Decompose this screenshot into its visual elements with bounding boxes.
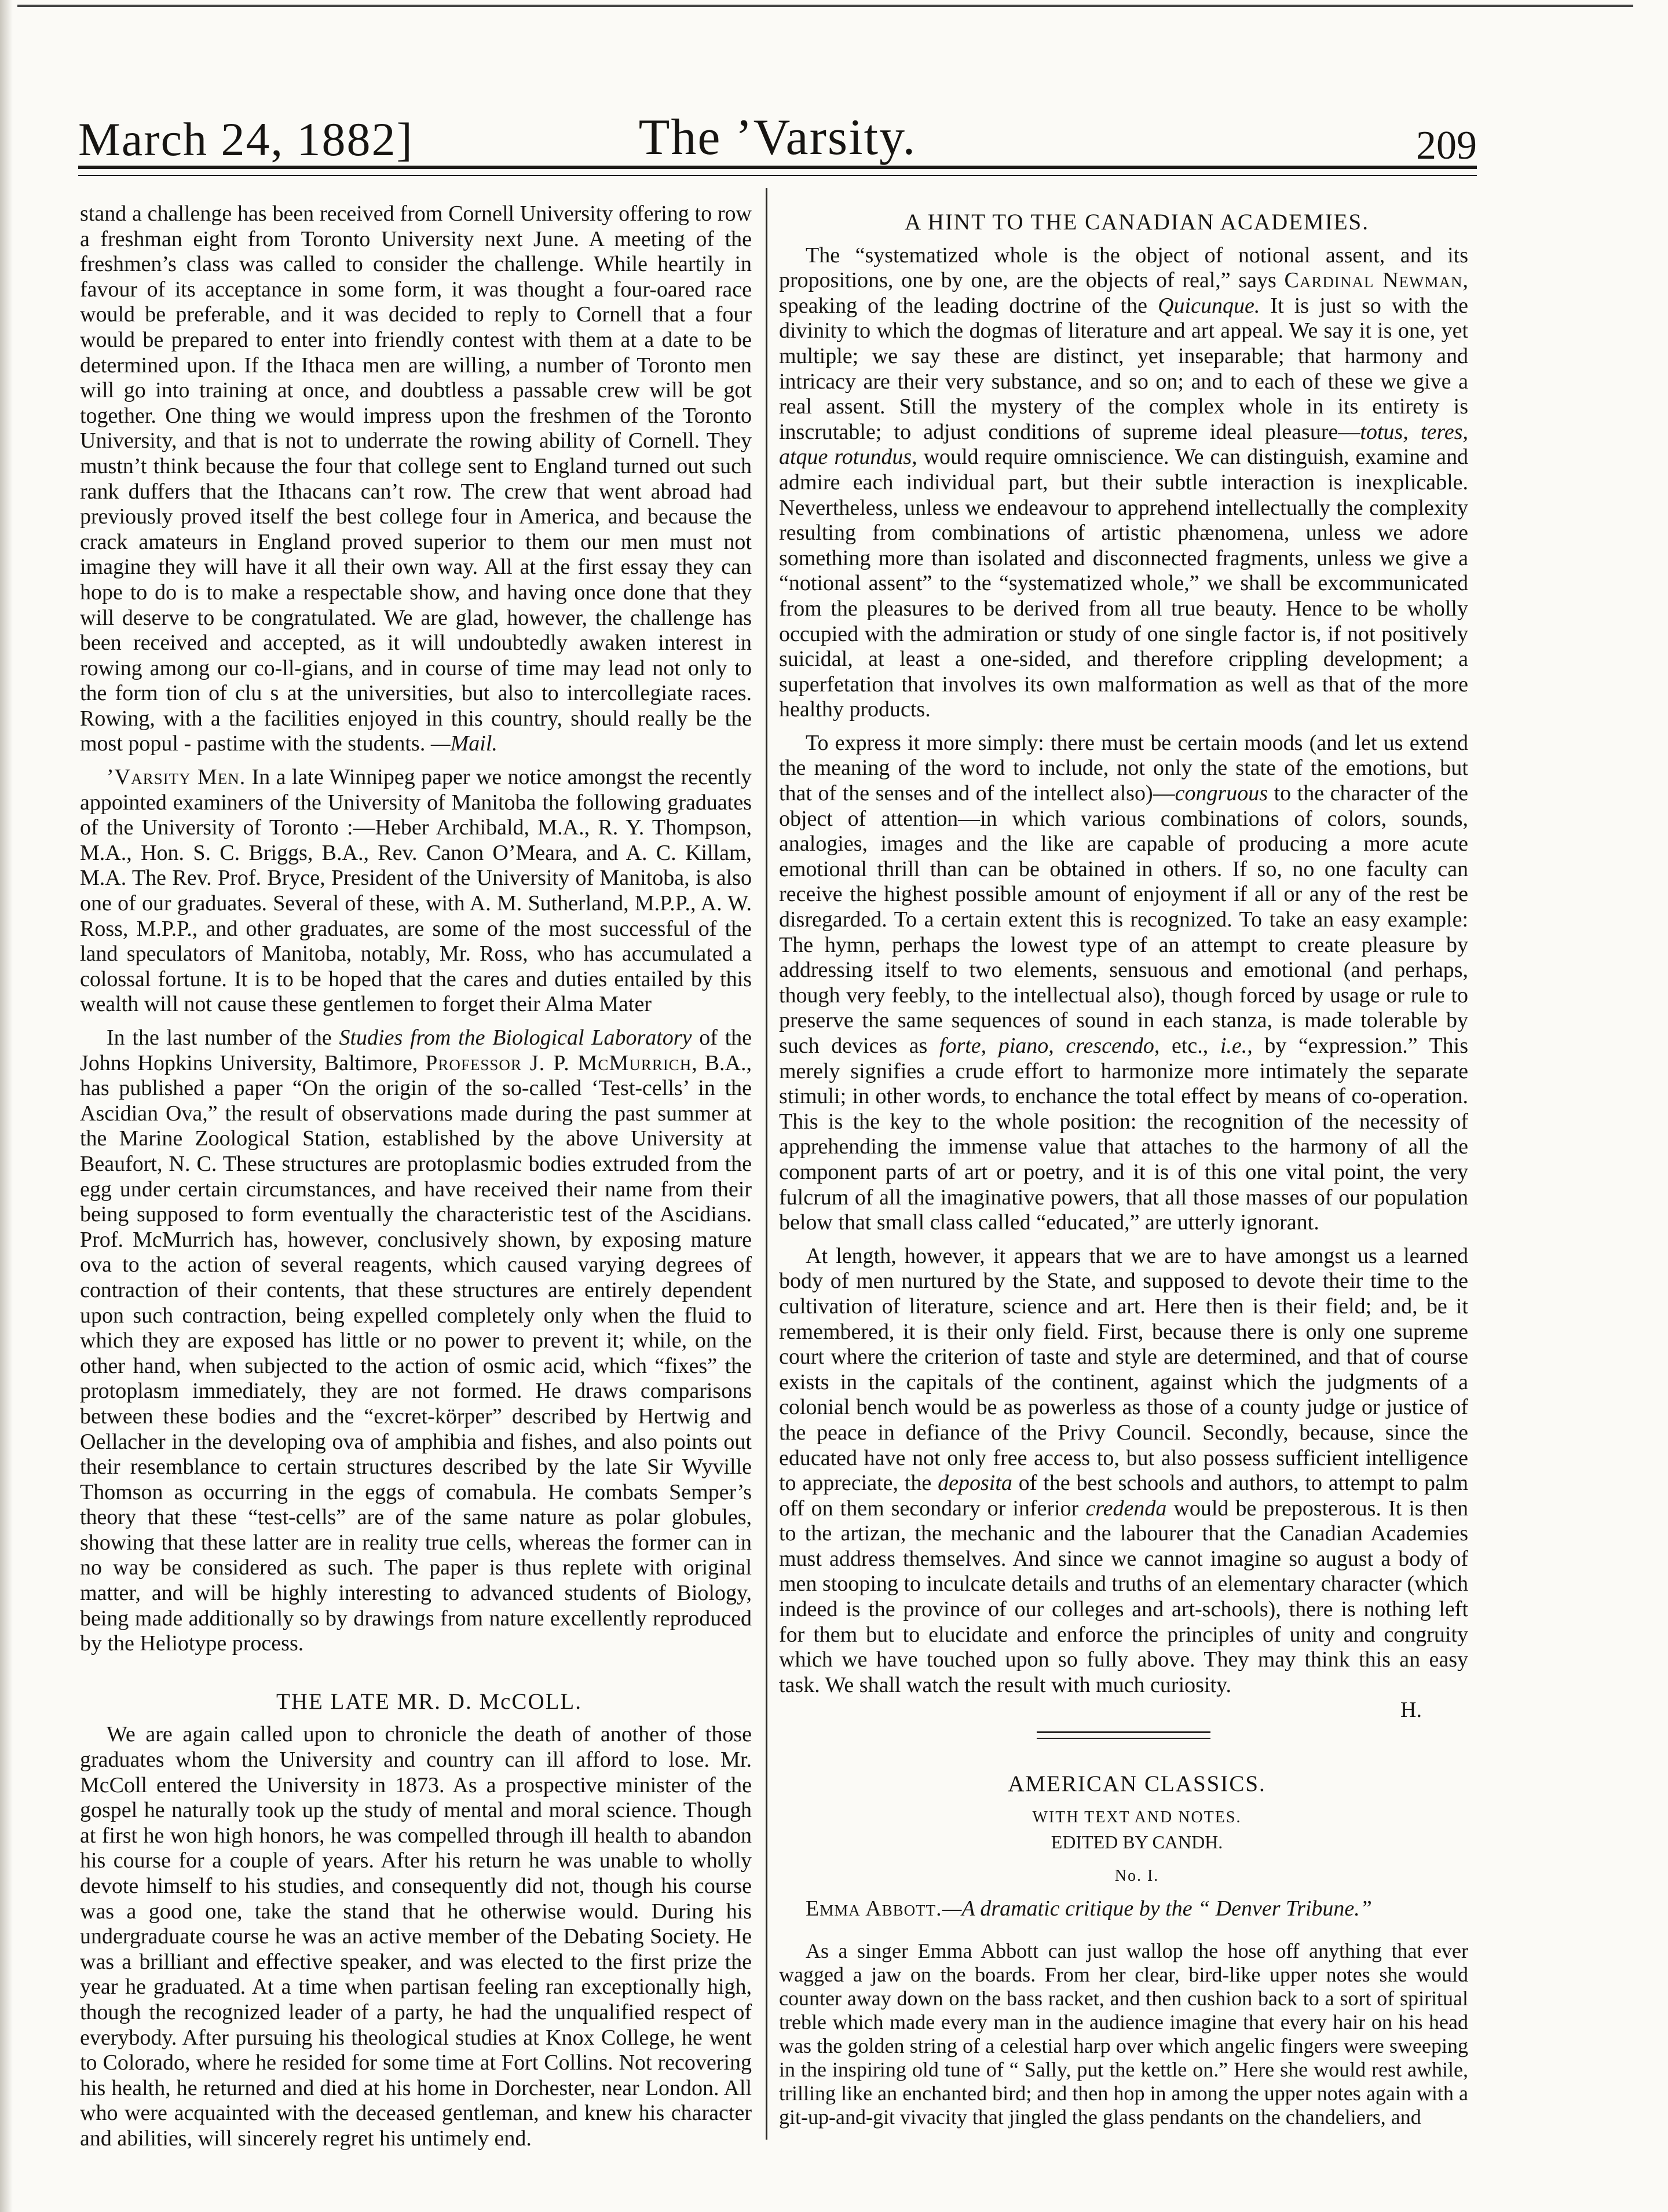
- masthead-rule-thin: [78, 175, 1477, 176]
- biology-journal: Studies from the Biological Laboratory: [339, 1026, 692, 1050]
- hint-paragraph-1: The “systematized whole is the object of notional assent, and its propositions, one by one, are the objects of real,” says Cardinal Newman, speaking of the leading doctrine of the Quicunque. It is just so with the divinity to which the dogmas of literature and art appeal. We say it is one, yet multiple; we say these are distinct, yet inseparable; that harmony and intricacy are their very substance, and so on; and to each of these we give a real assent. Still the mystery of the complex whole in its entirety is inscrutable; to adjust conditions of supreme ideal pleasure—totus, teres, atque rotundus, would require omniscience. We can distinguish, examine and admire each individual part, but their subtle interaction is inexplicable. Nevertheless, unless we endeavour to apprehend intellectually the complexity resulting from combinations of artistic phænomena, unless we adore something more than isolated and disconnected fragments, unless we give a “notional assent” to the “systematized whole,” we shall be excommunicated from the pleasures to be derived from all true beauty. Hence to be wholly occupied with the admiration or study of one single factor is, if not positively suicidal, at least a one-sided, and therefore crippling development; a superfetation that involves its own malformation as well as that of the more healthy products.: [779, 243, 1469, 722]
- critique-quote: As a singer Emma Abbott can just wallop the hose off anything that ever wagged a jaw on the boards. From her clear, bird-like upper notes she would counter away down on the bass racket, and then cushion back to a sort of spiritual treble which made every man in the audience imagine that every hair on his head was the golden string of a celestial harp over which angelic fingers were sweeping in the inspiring old tune of “ Sally, put the kettle on.” Here she would rest awhile, trilling like an enchanted bird; and then hop in among the upper notes again with a git-up-and-git vivacity that jingled the glass pendants on the chandeliers, and: [779, 1939, 1468, 2129]
- masthead: [78, 98, 1477, 174]
- hint-paragraph-3: At length, however, it appears that we are to have amongst us a learned body of men nurtured by the State, and supposed to devote their time to the cultivation of literature, science and art. Here then is their field; and, be it remembered, it is their only field. First, because there is only one supreme court where the criterion of taste and style are determined, and that of course exists in the capitals of the continent, against which the judgments of a colonial bench would be as powerless as those of a county judge or justice of the peace in defiance of the Privy Council. Secondly, because, since the educated have not only free access to, but also possess sufficient intelligence to appreciate, the deposita of the best schools and authors, to attempt to palm off on them secondary or inferior credenda would be preposterous. It is then to the artizan, the mechanic and the labourer that the Canadian Academies must address themselves. And since we cannot imagine so august a body of men stooping to inculcate details and truths of an elementary character (which indeed is the province of our colleges and art-schools), there is nothing left for them but to elucidate and enforce the principles of unity and congruity which we have touched upon so fully above. They may think this an easy task. We shall watch the result with much curiosity.: [779, 1243, 1469, 1697]
- varsity-men-lead: ’Varsity Men.: [107, 765, 246, 790]
- author-signature: H.: [1400, 1698, 1422, 1723]
- american-classics-editor: EDITED BY CANDH.: [1051, 1832, 1223, 1853]
- top-border: [17, 5, 1633, 7]
- american-classics-heading: AMERICAN CLASSICS.: [1008, 1771, 1266, 1797]
- right-column: [779, 202, 1468, 2129]
- varsity-men-paragraph: ’Varsity Men. In a late Winnipeg paper we notice amongst the recently appointed examiners of the University of Manitoba the following graduates of the University of Toronto :—Heber Archibald, M.A., R. Y. Thompson, M.A., Hon. S. C. Briggs, B.A., Rev. Canon O’Meara, and A. C. Killam, M.A. The Rev. Prof. Bryce, President of the University of Manitoba, is also one of our graduates. Several of these, with A. M. Sutherland, M.P.P., A. W. Ross, M.P.P., and other graduates, are some of the most successful of the land speculators of Manitoba, notably, Mr. Ross, who has accumulated a colossal fortune. It is to be hoped that the cares and duties entailed by this wealth will not cause these gentlemen to forget their Alma Mater: [80, 765, 752, 1017]
- issue-date: March 24, 1882]: [78, 113, 414, 166]
- newspaper-title: The ’Varsity.: [638, 109, 917, 166]
- mccoll-paragraph: We are again called upon to chronicle the death of another of those graduates whom the University and country can ill afford to lose. Mr. McColl entered the University in 1873. As a prospective minister of the gospel he naturally took up the study of mental and moral science. Though at first he won high honors, he was compelled through ill health to abandon his course for a couple of years. After his return he was unable to wholly devote himself to his studies, and consequently did not, though his course was a good one, take the stand that he otherwise would. During his undergraduate course he was an active member of the Debating Society. He was a brilliant and effective speaker, and was elected to the first prize the year he graduated. At a time when partisan feeling ran exceptionally high, though the recognized leader of a party, he had the unqualified respect of everybody. After pursuing his theological studies at Knox College, he went to Colorado, where he resided for some time at Fort Collins. Not recovering his health, he returned and died at his home in Dorchester, near London. All who were acquainted with the deceased gentleman, and knew his character and abilities, will sincerely regret his untimely end.: [80, 1722, 752, 2151]
- critique-subject: Emma Abbott.: [806, 1896, 942, 1921]
- newman-name: Cardinal Newman: [1284, 268, 1463, 293]
- american-classics-number: No. I.: [1114, 1866, 1159, 1885]
- rowing-paragraph: stand a challenge has been received from Cornell University offering to row a freshman eight from Toronto University next June. A meeting of the freshmen’s class was called to consider the challenge. While heartily in favour of its acceptance in some form, it was thought a four-oared race would be preferable, and it was decided to reply to Cornell that a four would be prepared to enter into friendly contest with them at a date to be determined upon. If the Ithaca men are willing, a number of Toronto men will go into training at once, and doubtless a passable crew will be got together. One thing we would impress upon the freshmen of the Toronto University, and that is not to underrate the rowing ability of Cornell. They mustn’t think because the four that college sent to England turned out such rank duffers that the Ithacans can’t row. The crew that went abroad had previously proved itself the best college four in America, and because the crack amateurs in England proved superior to them our men must not imagine they will have it all their own way. All at the first essay they can hope to do is to make a respectable show, and having once done that they will deserve to be congratulated. We are glad, however, the challenge has been received and accepted, as it will undoubtedly awaken interest in rowing among our co-ll-gians, and in course of time may lead not only to the form tion of clu s at the universities, but also to intercollegiate races. Rowing, with a the facilities enjoyed in this country, should really be the most popul - pastime with the students. —Mail.: [80, 202, 752, 756]
- critique-heading: Emma Abbott.—A dramatic critique by the “ Denver Tribune.”: [806, 1896, 1372, 1921]
- hint-paragraph-2: To express it more simply: there must be certain moods (and let us extend the meaning of the word to include, not only the state of the emotions, but that of the senses and of the intellect also)—congruous to the character of the object of attention—in which various combinations of colors, sounds, analogies, images and the like are capable of producing a more acute emotional thrill than can be obtained in others. If so, no one faculty can receive the highest possible amount of enjoyment if all or any of the rest be disregarded. To a certain extent this is recognized. To take an easy example: The hymn, perhaps the lowest type of an attempt to create pleasure by addressing itself to two elements, sensuous and emotional (and perhaps, though very feebly, to the intellectual also), though forced by usage or rule to preserve the same sequences of sound in each stanza, is made tolerable by such devices as forte, piano, crescendo, etc., i.e., by “expression.” This merely signifies a crude effort to harmonize more intimately the separate stimuli; in other words, to enchance the total effect by means of co-operation. This is the key to the whole position: the recognition of the necessity of apprehending the immense value that attaches to the harmony of all the component parts of art or poetry, and it is of this one vital point, the very fulcrum of all the imaginative powers, that all those masses of our population below that small class called “educated,” are utterly ignorant.: [779, 730, 1469, 1235]
- page-edge-shadow: [0, 0, 13, 2212]
- section-separator: [1037, 1731, 1210, 1733]
- biology-professor: Professor J. P. McMurrich: [425, 1050, 692, 1075]
- mccoll-heading: THE LATE MR. D. McCOLL.: [276, 1689, 583, 1714]
- biology-paragraph: In the last number of the Studies from the Biological Laboratory of the Johns Hopkins University, Baltimore, Professor J. P. McMurrich, B.A., has published a paper “On the origin of the so-called ‘Test-cells’ in the Ascidian Ova,” the result of observations made during the past summer at the Marine Zoological Station, established by the above University at Beaufort, N. C. These structures are protoplasmic bodies extruded from the egg under certain circumstances, and have received their name from their being supposed to form eventually the characteristic test of the Ascidians. Prof. McMurrich has, however, conclusively shown, by exposing mature ova to the action of several reagents, which caused varying degrees of contraction of their contents, that these structures are entirely dependent upon such contraction, being expelled completely only when the fluid to which they are exposed has little or no power to prevent it; while, on the other hand, when subjected to the action of osmic acid, which “fixes” the protoplasm immediately, they are not formed. He draws comparisons between these bodies and the “excret-körper” described by Hertwig and Oellacher in the developing ova of amphibia and fishes, and also points out their resemblance to certain structures described by the late Sir Wyville Thomson as occurring in the eggs of comabula. He combats Semper’s theory that these “test-cells” are of the same nature as polar globules, showing that these latter are in reality true cells, whereas the former can in no way be considered as such. The paper is thus replete with original matter, and will be highly interesting to advanced students of Biology, being made additionally so by drawings from nature excellently reproduced by the Heliotype process.: [80, 1026, 752, 1656]
- masthead-rule: [78, 166, 1477, 169]
- page-number: 209: [1416, 123, 1477, 168]
- hint-heading: A HINT TO THE CANADIAN ACADEMIES.: [905, 210, 1369, 235]
- left-column: [80, 202, 752, 2152]
- column-divider: [766, 188, 767, 2140]
- rowing-source: —Mail.: [430, 731, 498, 756]
- american-classics-subtitle: WITH TEXT AND NOTES.: [1032, 1808, 1242, 1826]
